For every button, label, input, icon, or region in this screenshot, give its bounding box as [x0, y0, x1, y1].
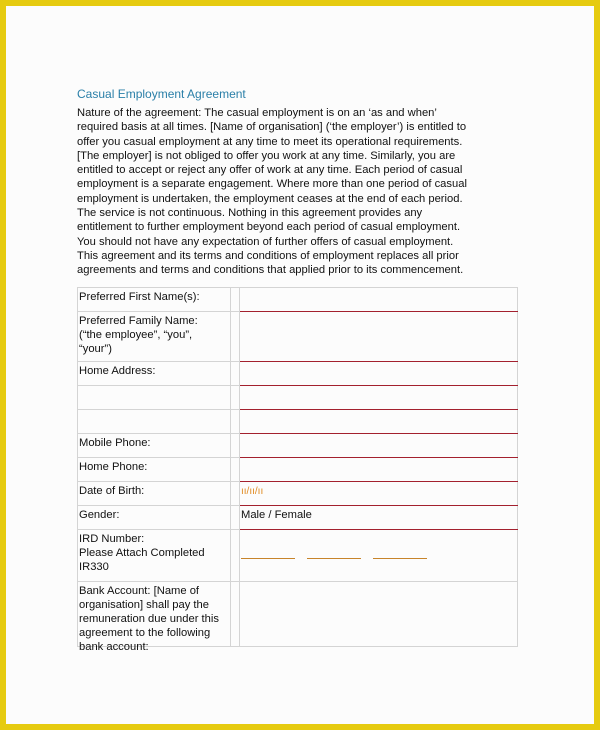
paragraph-line: The service is not continuous. Nothing in this agreement provides any: [77, 207, 423, 220]
paragraph-line: required basis at all times. [Name of organisation] (‘the employer’) is entitled to: [77, 121, 467, 134]
bank-account-label: Bank Account: [Name of organisation] shall pay the remuneration due under this agreement to the following bank account:: [78, 582, 231, 647]
employee-details-form: [77, 287, 518, 653]
mobile-phone-field[interactable]: [240, 434, 518, 458]
paragraph-line: Nature of the agreement: The casual employment is on an ‘as and when’: [77, 107, 437, 119]
paragraph-line: offer you casual employment at any time to meet its operational requirements.: [77, 135, 463, 148]
paragraph-line: employment is undertaken, the employment ceases at the end of each period.: [77, 192, 463, 205]
home-phone-label: Home Phone:: [78, 458, 231, 482]
document-title: Casual Employment Agreement: [77, 87, 246, 101]
paragraph-line: This agreement and its terms and conditions of employment replaces all prior: [77, 249, 459, 262]
bank-account-field[interactable]: [240, 582, 518, 647]
ird-field[interactable]: [240, 530, 518, 582]
home-phone-field[interactable]: [240, 458, 518, 482]
paragraph-line: You should not have any expectation of further offers of casual employment.: [77, 235, 454, 248]
dob-placeholder: ıı/ıı/ıı: [241, 486, 264, 497]
ird-segment-1[interactable]: [241, 550, 295, 559]
paragraph-line: entitlement to further employment beyond each period of casual employment.: [77, 221, 461, 234]
dob-label: Date of Birth:: [78, 482, 231, 506]
paragraph-line: agreements and terms and conditions that applied prior to its commencement.: [77, 264, 464, 277]
agreement-paragraph: [77, 106, 519, 278]
dob-field[interactable]: [240, 482, 518, 506]
paragraph-line: entitled to accept or reject any offer of work at any time. Each period of casual: [77, 164, 463, 177]
family-name-field[interactable]: [240, 312, 518, 362]
first-name-field[interactable]: [240, 288, 518, 312]
family-name-label: Preferred Family Name: (“the employee”, “you”, “your”): [78, 312, 231, 362]
document-body: [77, 86, 519, 278]
home-address-label: Home Address:: [78, 362, 231, 386]
mobile-phone-label: Mobile Phone:: [78, 434, 231, 458]
home-address-field-line2[interactable]: [240, 386, 518, 410]
home-address-field-line3[interactable]: [240, 410, 518, 434]
paragraph-line: employment is a separate engagement. Where more than one period of casual: [77, 178, 467, 191]
ird-label: IRD Number: Please Attach Completed IR330: [78, 530, 231, 582]
ird-segment-3[interactable]: [373, 550, 427, 559]
gender-label: Gender:: [78, 506, 231, 530]
first-name-label: Preferred First Name(s):: [78, 288, 231, 312]
ird-segment-2[interactable]: [307, 550, 361, 559]
paragraph-line: [The employer] is not obliged to offer you work at any time. Similarly, you are: [77, 149, 456, 162]
home-address-field-line1[interactable]: [240, 362, 518, 386]
gender-field[interactable]: Male / Female: [240, 506, 518, 530]
